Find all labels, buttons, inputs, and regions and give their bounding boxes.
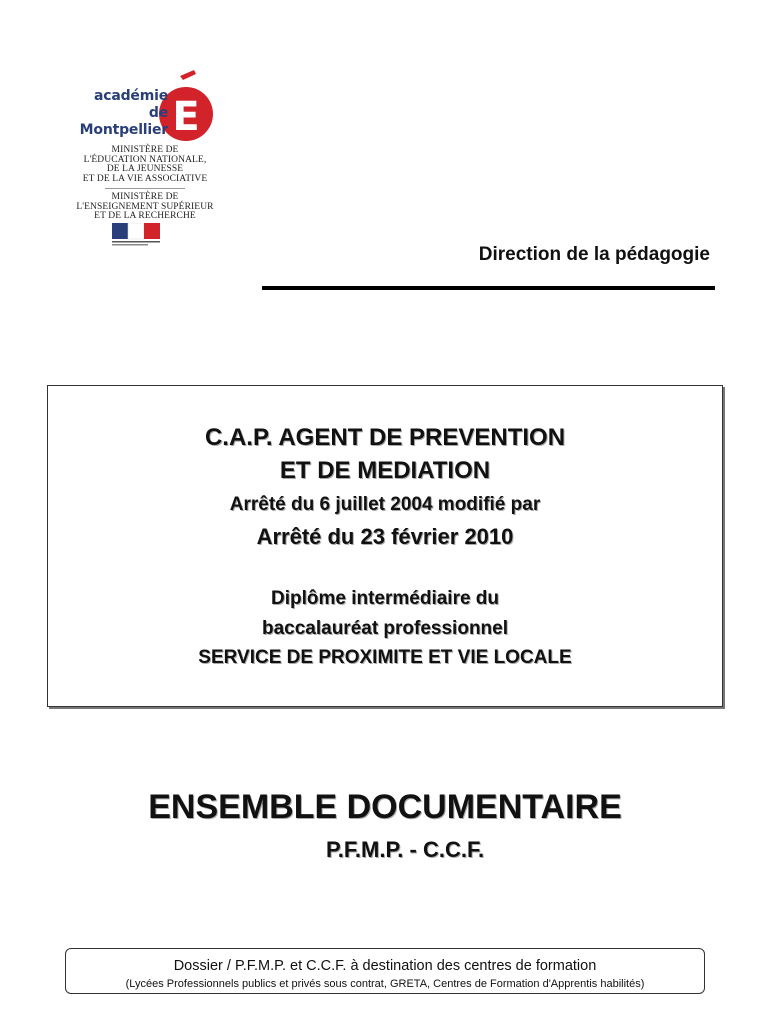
ministry-higher-education xyxy=(60,193,230,222)
marianne-flag-icon xyxy=(112,223,160,247)
audience-detail: (Lycées Professionnels publics et privés sous contrat, GRETA, Centres de Formation d'Apprentis habilités) xyxy=(125,978,645,990)
ministry-line: L'ENSEIGNEMENT SUPÉRIEUR xyxy=(76,201,214,212)
header-rule xyxy=(262,286,715,290)
decree-amend: Arrêté du 23 février 2010 xyxy=(256,524,514,549)
ministry-line: ET DE LA RECHERCHE xyxy=(94,211,196,221)
ministry-line: DE LA JEUNESSE xyxy=(106,164,184,174)
diploma-title-box xyxy=(47,385,723,707)
decree-ref: Arrêté du 6 juillet 2004 modifié par xyxy=(229,494,541,515)
audience-box xyxy=(65,948,705,994)
intermediate-diploma: Diplôme intermédiaire du xyxy=(270,588,500,609)
ministry-line: MINISTÈRE DE xyxy=(111,192,179,202)
audience-main: Dossier / P.F.M.P. et C.C.F. à destination des centres de formation xyxy=(173,958,597,974)
ministry-divider xyxy=(105,188,185,189)
ministry-line: L'ÉDUCATION NATIONALE, xyxy=(83,154,207,165)
document-heading: ENSEMBLE DOCUMENTAIRE xyxy=(148,788,622,826)
bac-pro: baccalauréat professionnel xyxy=(261,618,509,639)
academy-name xyxy=(60,88,168,139)
diploma-title: C.A.P. AGENT DE PREVENTION xyxy=(204,424,566,451)
academy-logo xyxy=(60,70,230,260)
diploma-title-cont: ET DE MEDIATION xyxy=(279,457,491,484)
ministry-education xyxy=(60,146,230,184)
document-subheading: P.F.M.P. - C.C.F. xyxy=(325,837,485,862)
academy-line2: de Montpellier xyxy=(79,105,168,138)
ministry-line: ET DE LA VIE ASSOCIATIVE xyxy=(82,173,208,184)
ministry-line: MINISTÈRE DE xyxy=(111,145,179,155)
svg-text:E: E xyxy=(172,94,200,140)
bac-pro-specialty: SERVICE DE PROXIMITE ET VIE LOCALE xyxy=(198,647,572,668)
academy-line1: académie xyxy=(94,88,168,104)
department-name: Direction de la pédagogie xyxy=(478,244,710,265)
